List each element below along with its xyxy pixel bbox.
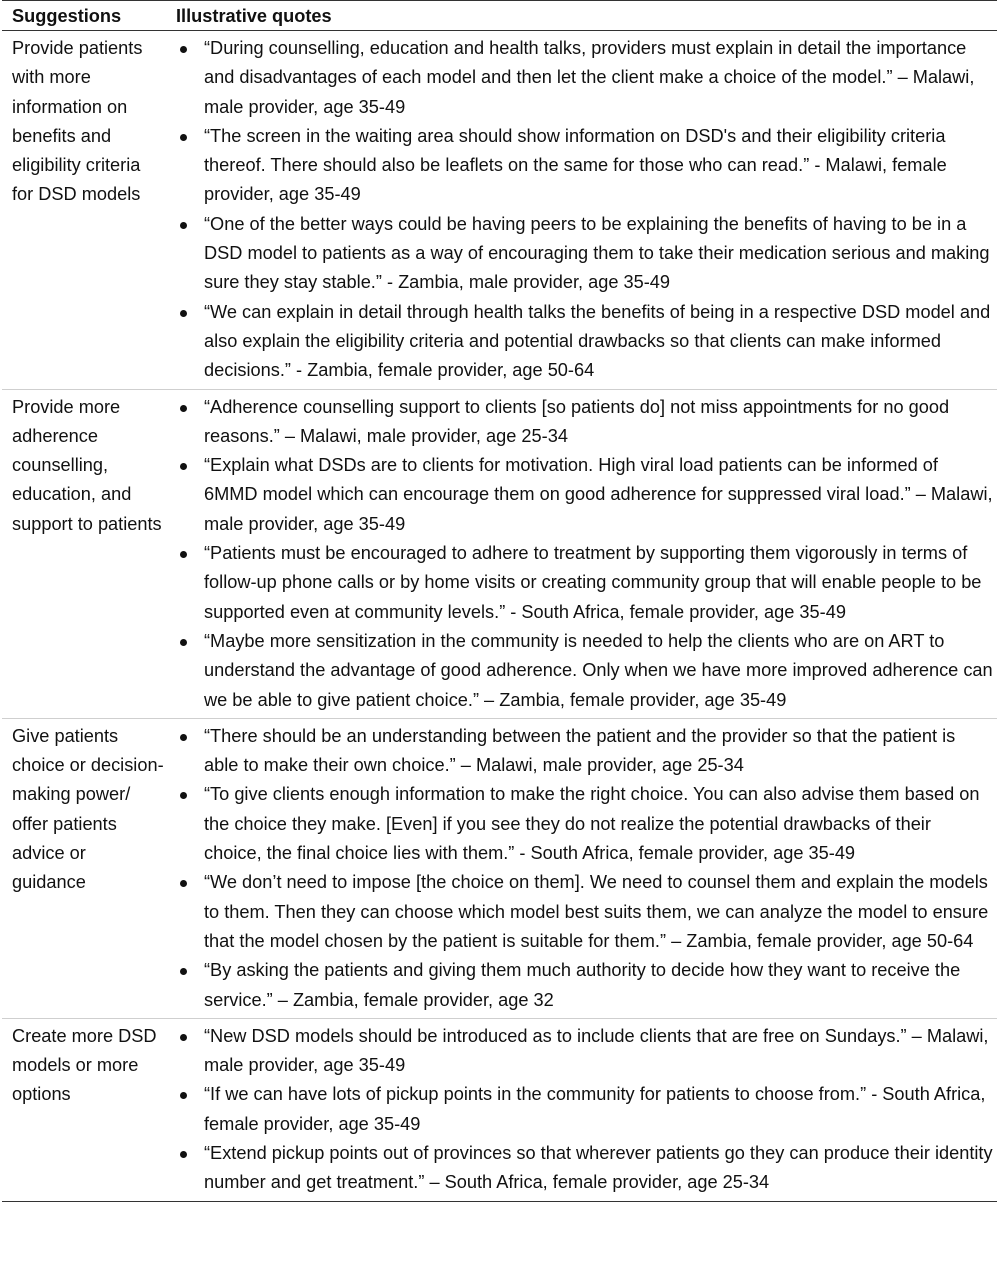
quote-item [174,956,993,1015]
quote-text: “By asking the patients and giving them much authority to decide how they want to receive the service.” – Zambia, female provider, age 32 [204,960,961,1010]
quote-item [174,210,993,298]
quote-item [174,393,993,452]
bullet-icon [180,551,187,558]
bullet-icon [180,46,187,53]
quote-item [174,1022,993,1081]
table-row [2,718,997,1018]
quote-list [174,1022,993,1198]
bullet-icon [180,639,187,646]
quote-text: “We don’t need to impose [the choice on them]. We need to counsel them and explain the models to them. Then they can choose which model best suits them, we can analyze the model to ensure that the model chosen by the patient is suitable for them.” – Zambia, female provider, age 50-64 [204,872,989,951]
quote-item [174,868,993,956]
quote-text: “During counselling, education and health talks, providers must explain in detail the importance and disadvantages of each model and then let the client make a choice of the model.” – Malawi, male provider, age 35-49 [204,38,975,117]
quote-item [174,122,993,210]
bullet-icon [180,1092,187,1099]
quote-text: “Adherence counselling support to clients [so patients do] not miss appointments for no good reasons.” – Malawi, male provider, age 25-34 [204,396,950,446]
quote-item [174,627,993,715]
suggestion-cell: Provide patients with more information on benefits and eligibility criteria for DSD models [2,31,170,390]
table-row [2,31,997,390]
bullet-icon [180,134,187,141]
quote-text: “To give clients enough information to make the right choice. You can also advise them based on the choice they make. [Even] if you see they do not realize the potential drawbacks of their choice, the final choice lies with them.” - South Africa, female provider, age 35-49 [204,784,980,864]
quote-text: “If we can have lots of pickup points in the community for patients to choose from.” - South Africa, female provider, age 35-49 [204,1084,986,1134]
header-suggestions: Suggestions [2,1,170,31]
quote-item [174,298,993,386]
bullet-icon [180,1151,187,1158]
bullet-icon [180,734,187,741]
suggestion-cell: Provide more adherence counselling, education, and support to patients [2,389,170,718]
quote-text: “We can explain in detail through health talks the benefits of being in a respective DSD model and also explain the eligibility criteria and potential drawbacks so that clients can make informed decisions.” - Zambia, female provider, age 50-64 [204,301,991,381]
suggestion-cell: Give patients choice or decision-making power/ offer patients advice or guidance [2,718,170,1018]
table-row [2,389,997,718]
quotes-cell [170,718,997,1018]
quote-list [174,722,993,1015]
quotes-cell [170,1018,997,1201]
table-row [2,1018,997,1201]
quote-text: “The screen in the waiting area should show information on DSD's and their eligibility criteria thereof. There should also be leaflets on the same for those who can read.” - Malawi, female provider, age 35-49 [204,125,947,205]
quote-item [174,722,993,781]
quotes-cell [170,389,997,718]
bullet-icon [180,222,187,229]
quotes-cell [170,31,997,390]
bullet-icon [180,968,187,975]
quote-text: “Extend pickup points out of provinces so that wherever patients go they can produce their identity number and get treatment.” – South Africa, female provider, age 25-34 [204,1142,993,1193]
quote-text: “There should be an understanding between the patient and the provider so that the patient is able to make their own choice.” – Malawi, male provider, age 25-34 [204,725,956,776]
quote-text: “Explain what DSDs are to clients for motivation. High viral load patients can be informed of 6MMD model which can encourage them on good adherence for suppressed viral load.” – Malawi, male provider, age 35-49 [204,455,993,534]
quote-list [174,34,993,386]
bullet-icon [180,310,187,317]
suggestions-table [2,0,997,1202]
quote-text: “Maybe more sensitization in the community is needed to help the clients who are on ART to understand the advantage of good adherence. Only when we have more improved adherence can we be able to give patient choice.” – Zambia, female provider, age 35-49 [204,630,993,710]
quote-text: “Patients must be encouraged to adhere to treatment by supporting them vigorously in terms of follow-up phone calls or by home visits or creating community group that will enable people to be supported even at community levels.” - South Africa, female provider, age 35-49 [204,543,982,622]
bullet-icon [180,405,187,412]
quote-item [174,780,993,868]
bullet-icon [180,792,187,799]
table-header-row [2,1,997,31]
header-illustrative-quotes: Illustrative quotes [170,1,997,31]
quote-text: “New DSD models should be introduced as to include clients that are free on Sundays.” – Malawi, male provider, age 35-49 [204,1025,989,1076]
quote-item [174,1080,993,1139]
bullet-icon [180,1034,187,1041]
bullet-icon [180,463,187,470]
quote-item [174,34,993,122]
quote-item [174,1139,993,1198]
suggestion-cell: Create more DSD models or more options [2,1018,170,1201]
quote-item [174,451,993,539]
bullet-icon [180,880,187,887]
quote-list [174,393,993,715]
quote-item [174,539,993,627]
quote-text: “One of the better ways could be having peers to be explaining the benefits of having to be in a DSD model to patients as a way of encouraging them to take their medication serious and making sure they stay stable.” - Zambia, male provider, age 35-49 [204,213,990,293]
